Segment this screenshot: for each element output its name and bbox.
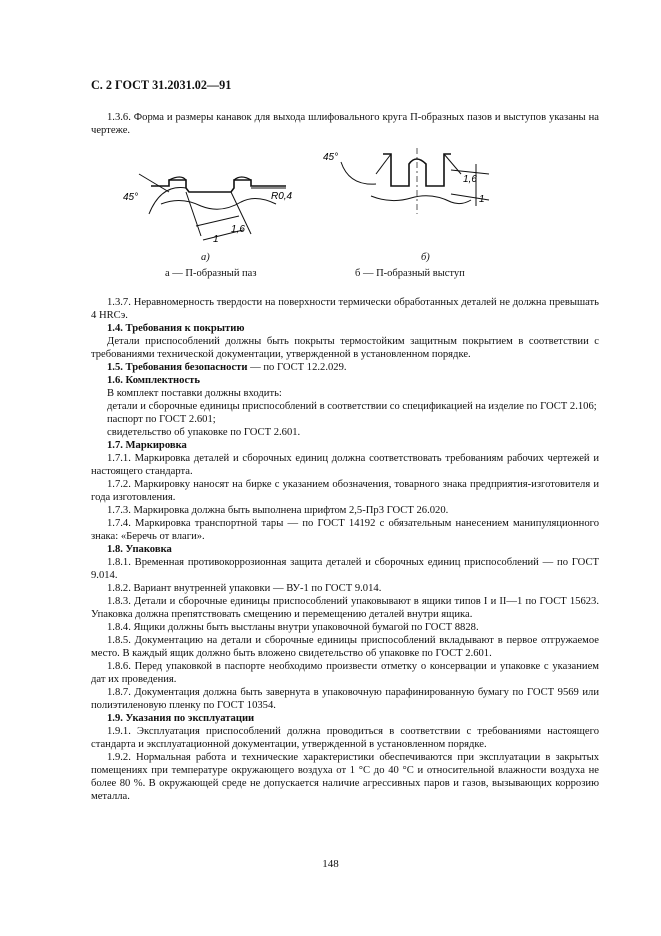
figure-a-letter: а)	[201, 252, 210, 263]
body-paragraph: 1.7.3. Маркировка должна быть выполнена шрифтом 2,5-Пр3 ГОСТ 26.020.	[107, 505, 449, 516]
groove-drawing	[91, 144, 599, 284]
body-paragraph	[91, 361, 599, 374]
body-paragraph: 1.8.4. Ящики должны быть выстланы внутри упаковочной бумагой по ГОСТ 8828.	[107, 622, 479, 633]
section-heading: 1.4. Требования к покрытию	[107, 323, 245, 334]
label-b-angle: 45°	[323, 152, 339, 163]
body-paragraph: 1.7.4. Маркировка транспортной тары — по ГОСТ 14192 с обязательным нанесением манипуляционного знака: «Беречь от влаги».	[91, 518, 599, 542]
body-paragraph: 1.3.7. Неравномерность твердости на поверхности термически обработанных деталей не должна превышать 4 HRCэ.	[91, 297, 599, 321]
body-text	[91, 296, 599, 803]
label-a-radius: R0,4	[271, 191, 293, 202]
body-paragraph: детали и сборочные единицы приспособлений в соответствии со спецификацией на изделие по ГОСТ 2.106;	[107, 401, 597, 412]
label-a-width: 1,6	[231, 224, 245, 235]
section-heading: 1.9. Указания по эксплуатации	[107, 713, 255, 724]
body-paragraph: паспорт по ГОСТ 2.601;	[107, 414, 216, 425]
body-paragraph: Детали приспособлений должны быть покрыты термостойким защитным покрытием в соответствии с требованиями технической документации, утвержденной в установленном порядке.	[91, 336, 599, 360]
section-heading: 1.8. Упаковка	[107, 544, 172, 555]
groove-figure	[91, 144, 599, 284]
body-paragraph: 1.8.6. Перед упаковкой в паспорте необходимо произвести отметку о консервации и упаковке с указанием дат их проведения.	[91, 661, 599, 685]
intro-paragraph: 1.3.6. Форма и размеры канавок для выхода шлифовального круга П-образных пазов и выступов указаны на чертеже.	[91, 112, 599, 136]
body-paragraph: В комплект поставки должны входить:	[107, 388, 282, 399]
body-paragraph: 1.7.2. Маркировку наносят на бирке с указанием обозначения, товарного знака предприятия-изготовителя и года изготовления.	[91, 479, 599, 503]
body-paragraph: 1.9.1. Эксплуатация приспособлений должна проводиться в соответствии с требованиями настоящего стандарта и эксплуатационной документации, утвержденной в установленном порядке.	[91, 726, 599, 750]
page-header: С. 2 ГОСТ 31.2031.02—91	[91, 78, 232, 92]
figure-b-caption: б — П-образный выступ	[355, 268, 465, 279]
label-a-angle: 45°	[123, 192, 139, 203]
body-paragraph: 1.8.7. Документация должна быть завернута в упаковочную парафинированную бумагу по ГОСТ 9569 или полиэтиленовую пленку по ГОСТ 10354.	[91, 687, 599, 711]
page-number: 148	[322, 858, 339, 870]
groove-a-drawing	[139, 174, 286, 240]
figure-b-letter: б)	[421, 252, 430, 263]
label-b-width: 1,6	[463, 174, 477, 185]
label-b-depth: 1	[479, 194, 485, 205]
figure-a-caption: а — П-образный паз	[165, 268, 257, 279]
section-heading: 1.6. Комплектность	[107, 375, 200, 386]
body-paragraph: 1.8.3. Детали и сборочные единицы приспособлений упаковывают в ящики типов I и II—1 по ГОСТ 15623. Упаковка должна препятствовать смещению и перемещению деталей внутри ящика.	[91, 596, 599, 620]
inline-text: — по ГОСТ 12.2.029.	[247, 362, 347, 373]
body-paragraph: 1.7.1. Маркировка деталей и сборочных единиц должна соответствовать требованиям рабочих чертежей и настоящего стандарта.	[91, 453, 599, 477]
body-paragraph: свидетельство об упаковке по ГОСТ 2.601.	[107, 427, 301, 438]
inline-heading: 1.5. Требования безопасности	[107, 362, 248, 373]
body-paragraph: 1.9.2. Нормальная работа и технические характеристики обеспечиваются при эксплуатации в закрытых помещениях при температуре окружающего воздуха от 1 °С до 40 °С и относительной влажности воздуха не более 80 %. В окружающей среде не допускается наличие агрессивных паров и газов, вызывающих коррозию металла.	[91, 752, 599, 802]
label-a-depth: 1	[213, 234, 219, 245]
body-paragraph: 1.8.5. Документацию на детали и сборочные единицы приспособлений вкладывают в первое отгружаемое место. В каждый ящик должно быть вложено свидетельство об упаковке по ГОСТ 2.601.	[91, 635, 599, 659]
body-paragraph: 1.8.1. Временная противокоррозионная защита деталей и сборочных единиц приспособлений — по ГОСТ 9.014.	[91, 557, 599, 581]
section-heading: 1.7. Маркировка	[107, 440, 187, 451]
body-paragraph: 1.8.2. Вариант внутренней упаковки — ВУ-1 по ГОСТ 9.014.	[107, 583, 382, 594]
